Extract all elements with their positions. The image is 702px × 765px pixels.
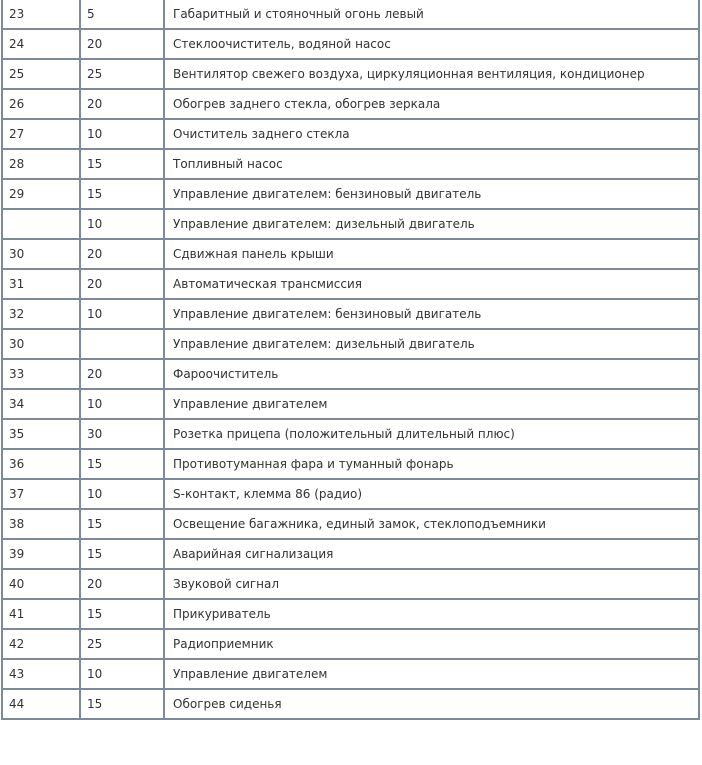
fuse-amperage-cell: 5 [80,0,164,29]
fuse-table [1,0,700,720]
fuse-amperage-cell: 10 [80,119,164,149]
table-row [2,89,699,119]
fuse-number-cell: 24 [2,29,80,59]
fuse-description-cell: S-контакт, клемма 86 (радио) [164,479,699,509]
table-row [2,29,699,59]
table-row [2,0,699,29]
fuse-description-cell: Сдвижная панель крыши [164,239,699,269]
fuse-number-cell: 43 [2,659,80,689]
fuse-number-cell [2,209,80,239]
fuse-number-cell: 26 [2,89,80,119]
fuse-amperage-cell: 15 [80,149,164,179]
fuse-number-cell: 23 [2,0,80,29]
fuse-number-cell: 30 [2,329,80,359]
fuse-description-cell: Освещение багажника, единый замок, стеклоподъемники [164,509,699,539]
fuse-description-cell: Управление двигателем: бензиновый двигатель [164,299,699,329]
fuse-amperage-cell: 20 [80,569,164,599]
table-row [2,419,699,449]
table-row [2,599,699,629]
fuse-description-cell: Фароочиститель [164,359,699,389]
table-row [2,149,699,179]
fuse-amperage-cell: 10 [80,659,164,689]
table-row [2,629,699,659]
fuse-amperage-cell: 20 [80,359,164,389]
fuse-amperage-cell: 15 [80,539,164,569]
fuse-number-cell: 34 [2,389,80,419]
fuse-description-cell: Звуковой сигнал [164,569,699,599]
fuse-number-cell: 37 [2,479,80,509]
fuse-number-cell: 32 [2,299,80,329]
table-row [2,299,699,329]
fuse-number-cell: 42 [2,629,80,659]
table-row [2,359,699,389]
table-row [2,539,699,569]
fuse-number-cell: 27 [2,119,80,149]
fuse-amperage-cell: 10 [80,389,164,419]
fuse-description-cell: Управление двигателем [164,659,699,689]
fuse-description-cell: Вентилятор свежего воздуха, циркуляционная вентиляция, кондиционер [164,59,699,89]
table-row [2,59,699,89]
fuse-amperage-cell [80,329,164,359]
table-row [2,689,699,719]
fuse-description-cell: Топливный насос [164,149,699,179]
fuse-number-cell: 35 [2,419,80,449]
fuse-amperage-cell: 10 [80,479,164,509]
fuse-description-cell: Аварийная сигнализация [164,539,699,569]
fuse-amperage-cell: 25 [80,59,164,89]
fuse-amperage-cell: 20 [80,29,164,59]
fuse-description-cell: Радиоприемник [164,629,699,659]
fuse-description-cell: Управление двигателем: дизельный двигатель [164,329,699,359]
table-row [2,659,699,689]
table-row [2,389,699,419]
fuse-description-cell: Автоматическая трансмиссия [164,269,699,299]
fuse-number-cell: 41 [2,599,80,629]
fuse-description-cell: Управление двигателем [164,389,699,419]
fuse-number-cell: 40 [2,569,80,599]
fuse-number-cell: 28 [2,149,80,179]
fuse-description-cell: Розетка прицепа (положительный длительный плюс) [164,419,699,449]
fuse-amperage-cell: 20 [80,89,164,119]
fuse-description-cell: Обогрев сиденья [164,689,699,719]
table-row [2,269,699,299]
fuse-amperage-cell: 10 [80,299,164,329]
fuse-amperage-cell: 30 [80,419,164,449]
fuse-amperage-cell: 15 [80,179,164,209]
fuse-amperage-cell: 25 [80,629,164,659]
fuse-description-cell: Управление двигателем: бензиновый двигатель [164,179,699,209]
table-row [2,569,699,599]
fuse-amperage-cell: 20 [80,239,164,269]
fuse-description-cell: Габаритный и стояночный огонь левый [164,0,699,29]
table-row [2,119,699,149]
fuse-description-cell: Противотуманная фара и туманный фонарь [164,449,699,479]
fuse-number-cell: 25 [2,59,80,89]
fuse-number-cell: 44 [2,689,80,719]
table-row [2,179,699,209]
fuse-amperage-cell: 15 [80,599,164,629]
table-row [2,449,699,479]
table-row [2,209,699,239]
fuse-number-cell: 38 [2,509,80,539]
fuse-number-cell: 36 [2,449,80,479]
fuse-table-body [2,0,699,719]
fuse-amperage-cell: 20 [80,269,164,299]
fuse-number-cell: 31 [2,269,80,299]
fuse-description-cell: Очиститель заднего стекла [164,119,699,149]
fuse-amperage-cell: 15 [80,509,164,539]
table-row [2,509,699,539]
table-row [2,329,699,359]
table-row [2,239,699,269]
fuse-amperage-cell: 10 [80,209,164,239]
fuse-description-cell: Обогрев заднего стекла, обогрев зеркала [164,89,699,119]
fuse-amperage-cell: 15 [80,689,164,719]
fuse-number-cell: 29 [2,179,80,209]
fuse-description-cell: Управление двигателем: дизельный двигатель [164,209,699,239]
fuse-description-cell: Стеклоочиститель, водяной насос [164,29,699,59]
table-row [2,479,699,509]
fuse-number-cell: 39 [2,539,80,569]
fuse-number-cell: 33 [2,359,80,389]
fuse-description-cell: Прикуриватель [164,599,699,629]
fuse-number-cell: 30 [2,239,80,269]
fuse-amperage-cell: 15 [80,449,164,479]
